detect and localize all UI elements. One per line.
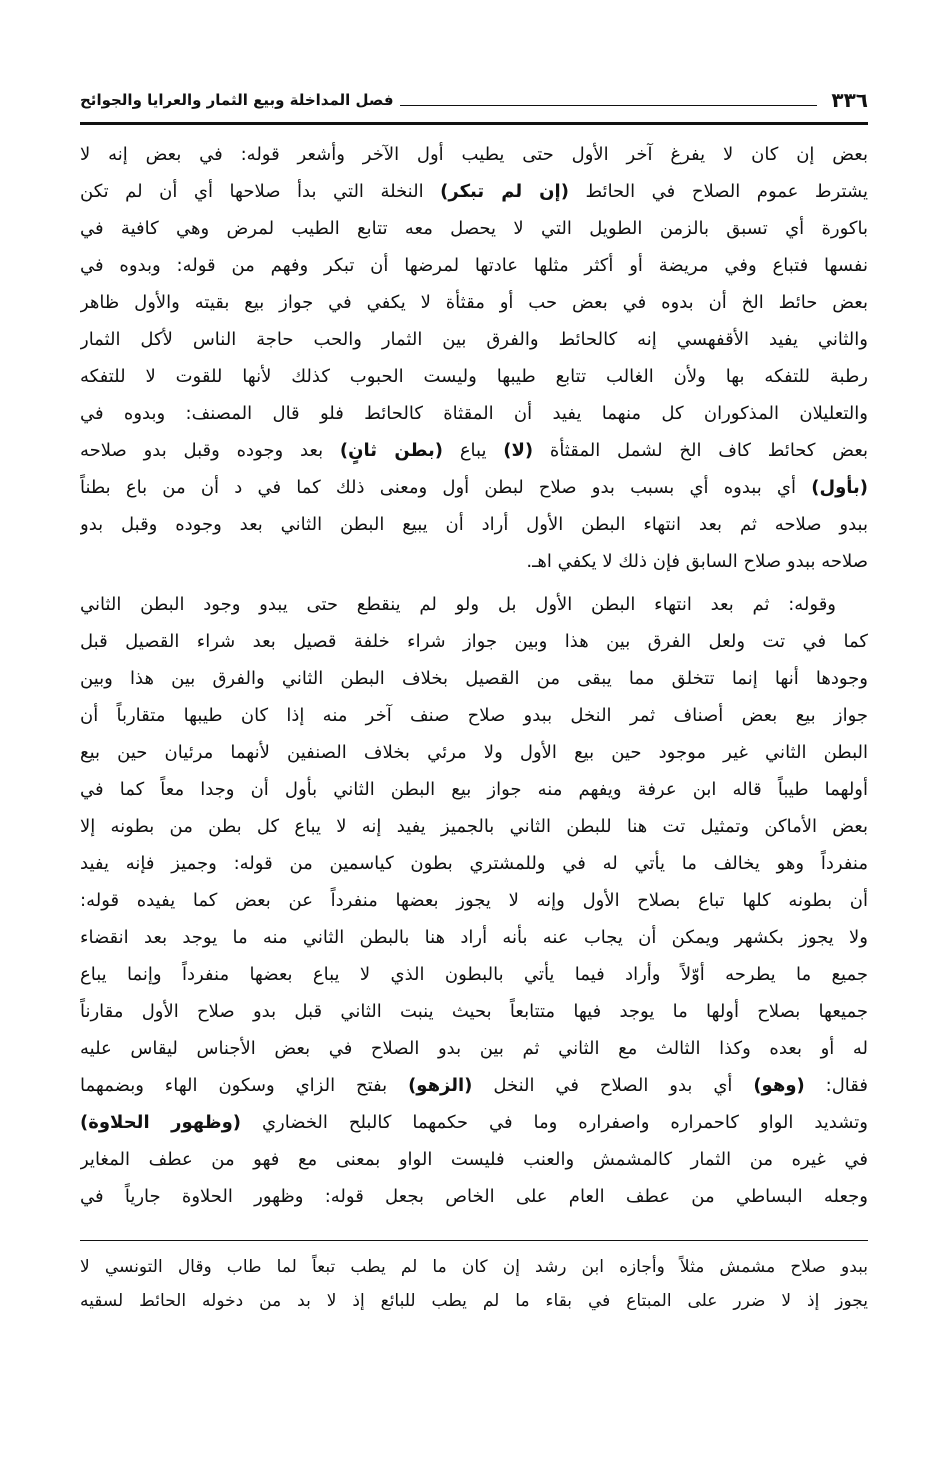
- text-segment: وجودها أنها إنما تتخلق مما يبقى من القصيل بخلاف البطن الثاني والفرق بين هذا وبين: [80, 668, 868, 689]
- footnote-separator: [80, 1240, 868, 1241]
- text-line: [80, 771, 868, 808]
- text-line: [80, 734, 868, 771]
- bold-matn-quote: (وظهور الحلاوة): [80, 1112, 241, 1133]
- text-segment: فقال:: [804, 1075, 868, 1096]
- text-segment: باكورة أي تسبق بالزمن الطويل التي لا يحصل معه تتابع الطيب لمرض وهي كافية في: [80, 218, 868, 239]
- text-line: [80, 321, 868, 358]
- text-segment: صلاحه ببدو صلاح السابق فإن ذلك لا يكفي اهـ.: [526, 551, 868, 572]
- text-segment: كما في تت ولعل الفرق بين هذا وبين جواز شراء خلفة قصيل بعد شراء القصيل قبل: [80, 631, 868, 652]
- bold-matn-quote: (إن لم تبكر): [440, 181, 569, 202]
- text-segment: بعض كحائط كاف الخ لشمل المقثأة: [533, 440, 868, 461]
- text-segment: ببدو صلاح مشمش مثلاً وأجازه ابن رشد إن كان ما لم يطب تبعاً لما طاب وقال التونسي لا: [80, 1257, 868, 1277]
- page-number: ٣٣٦: [831, 88, 868, 112]
- text-line: [80, 1067, 868, 1104]
- text-segment: في غيره من الثمار كالمشمش والعنب فليست الواو بمعنى مع فهو من عطف المغاير: [80, 1149, 868, 1170]
- text-segment: بعض حائط الخ أن بدوه في بعض حب أو مقثأة لا يكفي في جواز بيع بقيته والأول ظاهر: [80, 292, 868, 313]
- text-segment: البطن الثاني غير موجود حين بيع الأول ولا مرئي بخلاف الصنفين لأنهما مرئيان حين بيع: [80, 742, 868, 763]
- main-text: [80, 136, 868, 1215]
- text-segment: أن بطونه كلها تباع بصلاح الأول وإنه لا يجوز بعضها منفرداً عن بعض كما يفيده قوله:: [80, 890, 868, 911]
- text-segment: بفتح الزاي وسكون الهاء وبضمهما: [80, 1075, 409, 1096]
- text-segment: يجوز إذ لا ضرر على المبتاع في بقاء ما لم يطب للبائع إذ لا بد من دخوله الحائط لسقيه: [80, 1291, 868, 1311]
- text-segment: وتشديد الواو كاحمراره واصفراره وما في حكمهما كالبلح الخضاري: [241, 1112, 868, 1133]
- text-line: [80, 808, 868, 845]
- text-line: [80, 1284, 868, 1318]
- text-segment: جميع ما يطرحه أوّلاً وأراد فيما يأتي بالبطون الذي لا يباع بعضها منفرداً وإنما يباع: [80, 964, 868, 985]
- text-line: [80, 660, 868, 697]
- text-segment: والتعليلان المذكوران كل منهما يفيد أن المقثاة كالحائط فلو قال المصنف: وبدوه في: [80, 403, 868, 424]
- text-line: [80, 1250, 868, 1284]
- text-line: [80, 845, 868, 882]
- text-segment: النخلة التي بدأ صلاحها أي أن لم تكن: [80, 181, 441, 202]
- text-segment: وقوله: ثم بعد انتهاء البطن الأول بل ولو لم ينقطع حتى يبدو وجود البطن الثاني: [80, 594, 836, 615]
- chapter-title: فصل المداخلة وبيع الثمار والعرايا والجوائح: [80, 91, 394, 109]
- text-line: [80, 395, 868, 432]
- text-line: [80, 586, 868, 623]
- text-segment: يشترط عموم الصلاح في الحائط: [568, 181, 868, 202]
- running-header: [80, 84, 868, 116]
- paragraph: [80, 136, 868, 580]
- bold-matn-quote: (لا): [503, 440, 534, 461]
- text-segment: أي ببدوه أي بسبب بدو صلاح لبطن أول ومعنى ذلك كما في د أن من باع بطناً: [80, 477, 812, 498]
- text-line: [80, 173, 868, 210]
- bold-matn-quote: (بأول): [811, 477, 868, 498]
- text-line: [80, 506, 868, 543]
- text-segment: جواز بيع بعض أصناف ثمر النخل ببدو صلاح صنف آخر منه إذا كان طيبها متقارباً أن: [80, 705, 868, 726]
- text-line: [80, 469, 868, 506]
- text-line: [80, 247, 868, 284]
- text-segment: ببدو صلاحه ثم بعد انتهاء البطن الأول أراد أن يبيع البطن الثاني بعد وجوده وقبل بدو: [80, 514, 868, 535]
- text-segment: ولا يجوز بكشهر ويمكن أن يجاب عنه بأنه أراد هنا بالبطن الثاني منه ما يوجد بعد انقضاء: [80, 927, 868, 948]
- text-segment: بعد وجوده وقبل بدو صلاحه: [80, 440, 340, 461]
- footnotes: [80, 1250, 868, 1318]
- text-line: [80, 697, 868, 734]
- text-line: [80, 1141, 868, 1178]
- text-line: [80, 210, 868, 247]
- text-segment: وجعله البساطي من عطف العام على الخاص بجعل قوله: وظهور الحلاوة جارياً في: [80, 1186, 868, 1207]
- text-line: [80, 543, 868, 580]
- text-line: [80, 432, 868, 469]
- text-segment: أي بدو الصلاح في النخل: [472, 1075, 754, 1096]
- text-segment: رطبة للتفكه بها ولأن الغالب تتابع طيبها وليست الحبوب كذلك لأنها للقوت لا للتفكه: [80, 366, 868, 387]
- text-line: [80, 1030, 868, 1067]
- text-segment: له أو بعده وكذا الثالث مع الثاني ثم بين بدو الصلاح في بعض الأجناس ليقاس عليه: [80, 1038, 868, 1059]
- text-line: [80, 882, 868, 919]
- text-segment: أولهما طيباً قاله ابن عرفة ويفهم منه جواز بيع البطن الثاني بأول أن وجدا معاً كما في: [80, 779, 868, 800]
- text-segment: بعض إن كان لا يفرغ آخر الأول حتى يطيب أول الآخر وأشعر قوله: في بعض إنه لا: [80, 144, 868, 165]
- text-line: [80, 623, 868, 660]
- paragraph: [80, 586, 868, 1215]
- text-line: [80, 993, 868, 1030]
- text-line: [80, 1104, 868, 1141]
- bold-matn-quote: (الزهو): [408, 1075, 473, 1096]
- text-segment: يباع: [443, 440, 504, 461]
- text-line: [80, 1178, 868, 1215]
- text-line: [80, 956, 868, 993]
- header-rule: [80, 122, 868, 125]
- text-line: [80, 284, 868, 321]
- text-line: [80, 919, 868, 956]
- text-segment: جميعها بصلاح أولها ما يوجد فيها متتابعاً بحيث ينبت الثاني قبل بدو صلاح الأول مقارناً: [80, 1001, 868, 1022]
- header-dash-line: [400, 105, 818, 106]
- bold-matn-quote: (وهو): [753, 1075, 805, 1096]
- text-segment: منفرداً وهو يخالف ما يأتي له في وللمشتري بطون كياسمين من قوله: وجميز فإنه يفيد: [80, 853, 868, 874]
- text-segment: نفسها فتباع وفي مريضة أو أكثر مثلها عادتها لمرضها أن تبكر وفهم من قوله: وبدوه في: [80, 255, 868, 276]
- text-line: [80, 136, 868, 173]
- text-line: [80, 358, 868, 395]
- text-segment: بعض الأماكن وتمثيل تت هنا للبطن الثاني بالجميز يفيد إنه لا يباع كل بطن من بطونه إلا: [80, 816, 868, 837]
- bold-matn-quote: (بطن ثانٍ): [339, 440, 444, 461]
- text-segment: والثاني يفيد الأقفهسي إنه كالحائط والفرق بين الثمار والحب حاجة الناس لأكل الثمار: [80, 329, 868, 350]
